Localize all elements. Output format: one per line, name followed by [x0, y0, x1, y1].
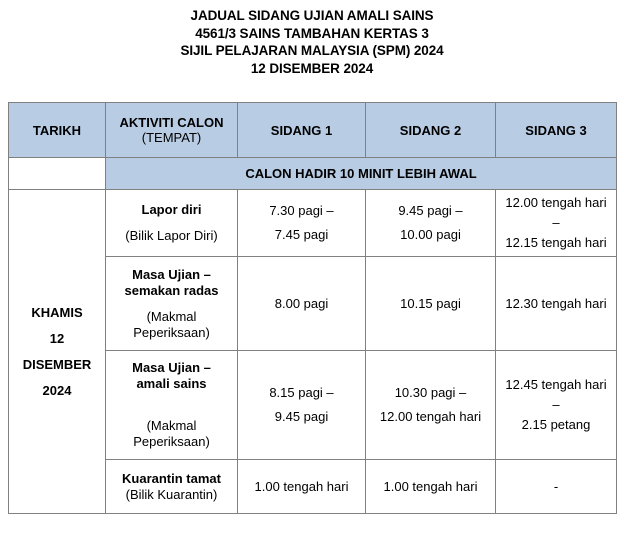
date-line-2: 12 [49, 330, 65, 346]
time-line: 10.00 pagi [400, 227, 461, 243]
schedule-table [8, 102, 617, 514]
document-title [0, 0, 624, 77]
sidang-3-cell [496, 257, 617, 351]
time-line: 1.00 tengah hari [254, 478, 349, 494]
time-line: – [552, 215, 560, 231]
column-header-sidang-1: SIDANG 1 [238, 103, 366, 158]
activity-name: Masa Ujian – [132, 360, 211, 376]
table-header-row [9, 103, 617, 158]
activity-cell [106, 460, 238, 514]
banner-row [9, 158, 617, 190]
column-header-aktiviti-sub: (TEMPAT) [141, 130, 202, 146]
activity-place: Peperiksaan) [133, 434, 210, 450]
title-line-2: 4561/3 SAINS TAMBAHAN KERTAS 3 [195, 25, 429, 41]
time-line: 12.45 tengah hari [505, 377, 607, 393]
date-cell [9, 190, 106, 514]
sidang-3-cell [496, 460, 617, 514]
title-line-3: SIJIL PELAJARAN MALAYSIA (SPM) 2024 [180, 43, 444, 59]
activity-spacer [106, 299, 237, 309]
title-line-1: JADUAL SIDANG UJIAN AMALI SAINS [190, 8, 434, 23]
activity-name: Masa Ujian – [132, 266, 211, 282]
sidang-2-cell [366, 351, 496, 460]
activity-cell [106, 351, 238, 460]
time-line: 8.00 pagi [274, 295, 329, 311]
column-header-tarikh: TARIKH [9, 103, 106, 158]
time-line: 1.00 tengah hari [383, 478, 478, 494]
banner-notice: CALON HADIR 10 MINIT LEBIH AWAL [106, 158, 617, 190]
date-line-1: KHAMIS [31, 304, 83, 320]
activity-place: (Bilik Lapor Diri) [125, 228, 218, 244]
activity-place: Peperiksaan) [133, 324, 210, 340]
time-line: 9.45 pagi – [398, 203, 463, 219]
table-row [9, 190, 617, 257]
time-line: - [553, 478, 559, 494]
time-line: 8.15 pagi – [269, 385, 334, 401]
sidang-2-cell [366, 190, 496, 257]
time-line: 7.30 pagi – [269, 203, 334, 219]
activity-name: Lapor diri [141, 202, 202, 218]
time-line: 10.30 pagi – [394, 385, 467, 401]
activity-place: (Makmal [146, 308, 197, 324]
activity-name: semakan radas [124, 282, 219, 298]
time-line: 7.45 pagi [274, 227, 329, 243]
sidang-2-cell [366, 257, 496, 351]
column-header-sidang-2: SIDANG 2 [366, 103, 496, 158]
activity-cell [106, 190, 238, 257]
time-line: 9.45 pagi [274, 409, 329, 425]
schedule-table-container [8, 102, 616, 514]
time-line: 12.30 tengah hari [505, 295, 607, 311]
time-line: 12.15 tengah hari [505, 235, 607, 251]
activity-spacer [106, 392, 237, 418]
time-line: 12.00 tengah hari [505, 195, 607, 211]
time-line: 10.15 pagi [400, 295, 461, 311]
date-line-3: DISEMBER [22, 356, 92, 372]
column-header-aktiviti-calon [106, 103, 238, 158]
activity-place: (Bilik Kuarantin) [125, 486, 218, 502]
sidang-1-cell [238, 257, 366, 351]
activity-spacer [106, 218, 237, 228]
sidang-1-cell [238, 351, 366, 460]
activity-place: (Makmal [146, 418, 197, 434]
sidang-1-cell [238, 190, 366, 257]
sidang-3-cell [496, 190, 617, 257]
column-header-aktiviti-main: AKTIVITI CALON [119, 114, 224, 130]
title-line-4: 12 DISEMBER 2024 [250, 60, 374, 76]
date-line-4: 2024 [42, 382, 72, 398]
time-line: 12.00 tengah hari [379, 409, 482, 425]
sidang-2-cell [366, 460, 496, 514]
time-line: 2.15 petang [521, 417, 591, 433]
activity-name: amali sains [136, 376, 207, 392]
banner-empty-cell [9, 158, 106, 190]
activity-name: Kuarantin tamat [122, 470, 221, 486]
time-line: – [552, 397, 560, 413]
sidang-1-cell [238, 460, 366, 514]
sidang-3-cell [496, 351, 617, 460]
activity-cell [106, 257, 238, 351]
column-header-sidang-3: SIDANG 3 [496, 103, 617, 158]
